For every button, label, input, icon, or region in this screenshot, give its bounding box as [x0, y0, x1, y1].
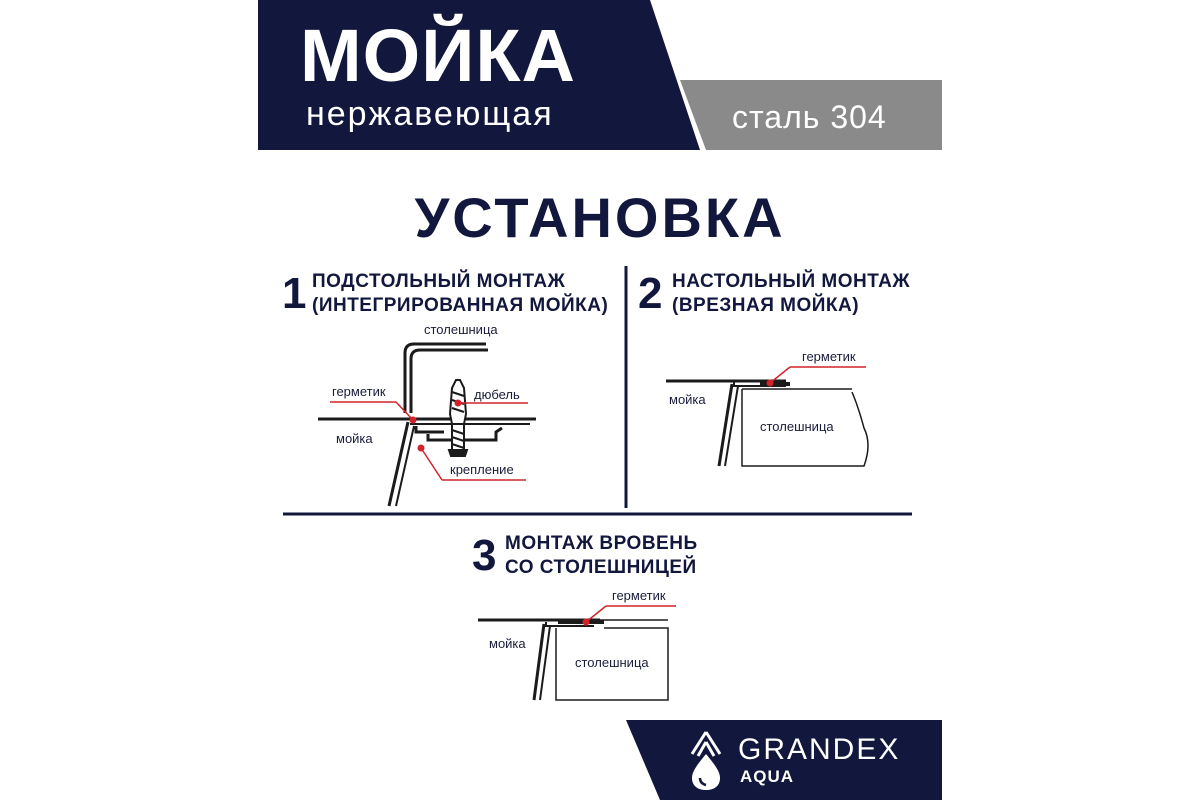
main-title: УСТАНОВКА: [414, 186, 786, 249]
section-1-title-line1: ПОДСТОЛЬНЫЙ МОНТАЖ: [312, 271, 566, 292]
header-subtitle: нержавеющая: [306, 95, 554, 133]
section-1-title-line2: (ИНТЕГРИРОВАННАЯ МОЙКА): [312, 295, 609, 316]
logo-sub: AQUA: [740, 767, 795, 786]
diagram-2: [666, 367, 868, 466]
diagram-2-label-sink: мойка: [669, 392, 706, 407]
section-2-number: 2: [638, 269, 663, 318]
header-title: МОЙКА: [300, 14, 576, 97]
diagram-2-label-countertop: столешница: [760, 419, 834, 434]
section-2-title-line2: (ВРЕЗНАЯ МОЙКА): [672, 295, 860, 316]
diagram-1: [318, 344, 536, 506]
diagram-3: [478, 606, 676, 700]
diagram-2-label-sealant: герметик: [802, 349, 856, 364]
diagram-3-label-sink: мойка: [489, 636, 526, 651]
section-3-title-line2: СО СТОЛЕШНИЦЕЙ: [505, 557, 697, 578]
diagram-1-label-fastening: крепление: [450, 462, 514, 477]
logo-name: GRANDEX: [738, 733, 901, 766]
water-drop-icon: [676, 728, 736, 792]
material-badge: сталь 304: [732, 99, 887, 135]
section-3-title-line1: МОНТАЖ ВРОВЕНЬ: [505, 533, 698, 554]
section-3-number: 3: [472, 531, 497, 580]
diagram-1-label-sink: мойка: [336, 431, 373, 446]
section-1-number: 1: [282, 269, 307, 318]
diagram-3-label-countertop: столешница: [575, 655, 649, 670]
section-2-title-line1: НАСТОЛЬНЫЙ МОНТАЖ: [672, 271, 911, 292]
diagram-1-label-countertop: столешница: [424, 322, 498, 337]
diagram-1-label-dowel: дюбель: [474, 387, 520, 402]
diagram-3-label-sealant: герметик: [612, 588, 666, 603]
diagram-1-label-sealant: герметик: [332, 384, 386, 399]
